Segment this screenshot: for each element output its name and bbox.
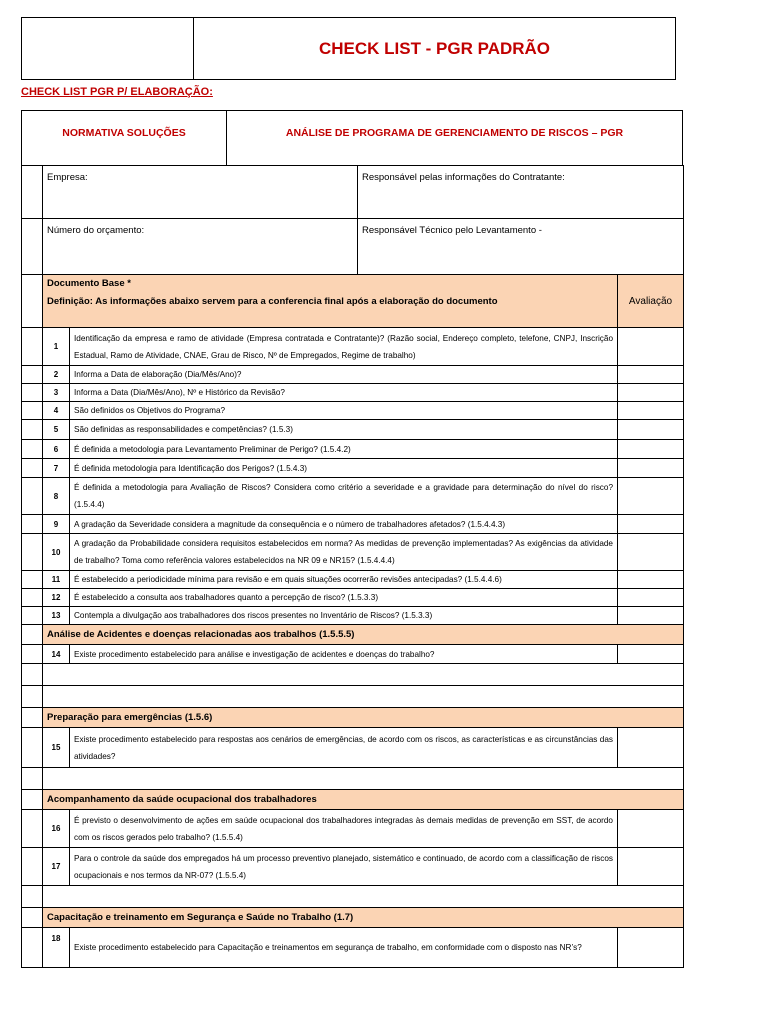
avaliacao-cell[interactable] bbox=[618, 328, 684, 366]
item-question: Existe procedimento estabelecido para Capacitação e treinamentos em segurança de trabalho, em conformidade com o disposto nas NR’s? bbox=[70, 928, 618, 968]
item-question: São definidas as responsabilidades e competências? (1.5.3) bbox=[70, 420, 618, 440]
avaliacao-cell[interactable] bbox=[618, 420, 684, 440]
table-row bbox=[22, 420, 684, 440]
avaliacao-cell[interactable] bbox=[618, 928, 684, 968]
item-number: 3 bbox=[43, 384, 70, 402]
avaliacao-header: Avaliação bbox=[618, 275, 684, 328]
item-number: 7 bbox=[43, 459, 70, 478]
table-row bbox=[22, 515, 684, 534]
avaliacao-cell[interactable] bbox=[618, 384, 684, 402]
title-box bbox=[21, 17, 676, 80]
section-header-acidentes: Análise de Acidentes e doenças relacionadas aos trabalhos (1.5.5.5) bbox=[43, 625, 684, 645]
header-table bbox=[21, 110, 683, 166]
table-row bbox=[22, 607, 684, 625]
item-question: Existe procedimento estabelecido para análise e investigação de acidentes e doenças do trabalho? bbox=[70, 645, 618, 664]
item-question: É previsto o desenvolvimento de ações em saúde ocupacional dos trabalhadores integradas às demais medidas de prevenção em SST, de acordo com os riscos gerados pelo trabalho? (1.5.5.4) bbox=[70, 810, 618, 848]
responsavel-tecnico-field[interactable]: Responsável Técnico pelo Levantamento - bbox=[358, 219, 684, 275]
section-header-saude: Acompanhamento da saúde ocupacional dos trabalhadores bbox=[43, 790, 684, 810]
document-type: ANÁLISE DE PROGRAMA DE GERENCIAMENTO DE RISCOS – PGR bbox=[285, 127, 624, 139]
documento-base-header bbox=[43, 275, 618, 328]
item-question: Informa a Data (Dia/Mês/Ano), Nº e Histórico da Revisão? bbox=[70, 384, 618, 402]
avaliacao-cell[interactable] bbox=[618, 478, 684, 515]
company-name-cell bbox=[22, 111, 227, 166]
checklist-subtitle: CHECK LIST PGR P/ ELABORAÇÃO: bbox=[21, 86, 213, 98]
table-row bbox=[22, 571, 684, 589]
table-row bbox=[22, 928, 684, 968]
avaliacao-cell[interactable] bbox=[618, 515, 684, 534]
margin-cell bbox=[22, 166, 43, 219]
item-question: A gradação da Severidade considera a magnitude da consequência e o número de trabalhadores afetados? (1.5.4.4.3) bbox=[70, 515, 618, 534]
avaliacao-cell[interactable] bbox=[618, 440, 684, 459]
item-question: É estabelecido a periodicidade mínima para revisão e em quais situações ocorrerão revisões antecipadas? (1.5.4.4.6) bbox=[70, 571, 618, 589]
table-row bbox=[22, 459, 684, 478]
blank-row bbox=[43, 768, 684, 790]
item-number: 9 bbox=[43, 515, 70, 534]
items-body bbox=[22, 328, 684, 625]
blank-row bbox=[43, 886, 684, 908]
avaliacao-cell[interactable] bbox=[618, 366, 684, 384]
page-title: CHECK LIST - PGR PADRÃO bbox=[194, 18, 676, 80]
avaliacao-cell[interactable] bbox=[618, 728, 684, 768]
item-number: 16 bbox=[43, 810, 70, 848]
item-number: 12 bbox=[43, 589, 70, 607]
item-question: A gradação da Probabilidade considera requisitos estabelecidos em norma? As medidas de prevenção implementadas? As exigências da atividade de trabalho? Toma como referência valores estabelecidos na NR 09 e NR15? (1.5.4.4.4) bbox=[70, 534, 618, 571]
avaliacao-cell[interactable] bbox=[618, 645, 684, 664]
section-header-emergencias: Preparação para emergências (1.5.6) bbox=[43, 708, 684, 728]
avaliacao-cell[interactable] bbox=[618, 534, 684, 571]
document-type-cell bbox=[227, 111, 683, 166]
item-number: 4 bbox=[43, 402, 70, 420]
item-number: 15 bbox=[43, 728, 70, 768]
table-row bbox=[22, 402, 684, 420]
item-number: 14 bbox=[43, 645, 70, 664]
section-header-capacitacao: Capacitação e treinamento em Segurança e Saúde no Trabalho (1.7) bbox=[43, 908, 684, 928]
item-number: 1 bbox=[43, 328, 70, 366]
numero-orcamento-field[interactable]: Número do orçamento: bbox=[43, 219, 358, 275]
item-number: 8 bbox=[43, 478, 70, 515]
blank-row bbox=[43, 664, 684, 686]
company-name: NORMATIVA SOLUÇÕES bbox=[62, 127, 186, 139]
responsavel-contratante-field[interactable]: Responsável pelas informações do Contratante: bbox=[358, 166, 684, 219]
item-question: Existe procedimento estabelecido para respostas aos cenários de emergências, de acordo com os riscos, as características e as circunstâncias das atividades? bbox=[70, 728, 618, 768]
table-row bbox=[22, 645, 684, 664]
table-row bbox=[22, 810, 684, 848]
table-row bbox=[22, 478, 684, 515]
table-row bbox=[22, 848, 684, 886]
blank-row bbox=[43, 686, 684, 708]
table-row bbox=[22, 384, 684, 402]
item-question: É definida a metodologia para Avaliação de Riscos? Considera como critério a severidade e a gravidade para determinação do nível do risco? (1.5.4.4) bbox=[70, 478, 618, 515]
item-number: 10 bbox=[43, 534, 70, 571]
checklist-table bbox=[21, 165, 684, 968]
item-question: É definida metodologia para Identificação dos Perigos? (1.5.4.3) bbox=[70, 459, 618, 478]
documento-base-definicao: Definição: As informações abaixo servem para a conferencia final após a elaboração do documento bbox=[47, 296, 498, 307]
item-question: Identificação da empresa e ramo de atividade (Empresa contratada e Contratante)? (Razão social, Endereço completo, telefone, CNPJ, Inscrição Estadual, Ramo de Atividade, CNAE, Grau de Risco, Nº de Empregados, Regime de trabalho) bbox=[70, 328, 618, 366]
avaliacao-cell[interactable] bbox=[618, 589, 684, 607]
logo-cell bbox=[22, 18, 194, 80]
item-question: É estabelecido a consulta aos trabalhadores quanto a percepção de risco? (1.5.3.3) bbox=[70, 589, 618, 607]
margin-cell bbox=[22, 275, 43, 328]
item-question: É definida a metodologia para Levantamento Preliminar de Perigo? (1.5.4.2) bbox=[70, 440, 618, 459]
avaliacao-cell[interactable] bbox=[618, 848, 684, 886]
item-question: Para o controle da saúde dos empregados há um processo preventivo planejado, sistemático e continuado, de acordo com a classificação de riscos ocupacionais e nos termos da NR-07? (1.5.5.4) bbox=[70, 848, 618, 886]
item-number: 5 bbox=[43, 420, 70, 440]
margin-cell bbox=[22, 219, 43, 275]
table-row bbox=[22, 366, 684, 384]
table-row bbox=[22, 534, 684, 571]
item-number: 6 bbox=[43, 440, 70, 459]
item-number: 11 bbox=[43, 571, 70, 589]
avaliacao-cell[interactable] bbox=[618, 459, 684, 478]
table-row bbox=[22, 728, 684, 768]
avaliacao-cell[interactable] bbox=[618, 571, 684, 589]
table-row bbox=[22, 440, 684, 459]
item-question: Informa a Data de elaboração (Dia/Mês/Ano)? bbox=[70, 366, 618, 384]
item-number: 18 bbox=[43, 928, 70, 968]
avaliacao-cell[interactable] bbox=[618, 402, 684, 420]
table-row bbox=[22, 328, 684, 366]
empresa-field[interactable]: Empresa: bbox=[43, 166, 358, 219]
item-number: 13 bbox=[43, 607, 70, 625]
item-question: São definidos os Objetivos do Programa? bbox=[70, 402, 618, 420]
avaliacao-cell[interactable] bbox=[618, 810, 684, 848]
item-question: Contempla a divulgação aos trabalhadores dos riscos presentes no Inventário de Riscos? (1.5.3.3) bbox=[70, 607, 618, 625]
item-number: 17 bbox=[43, 848, 70, 886]
table-row bbox=[22, 589, 684, 607]
avaliacao-cell[interactable] bbox=[618, 607, 684, 625]
documento-base-title: Documento Base * bbox=[47, 278, 131, 289]
item-number: 2 bbox=[43, 366, 70, 384]
